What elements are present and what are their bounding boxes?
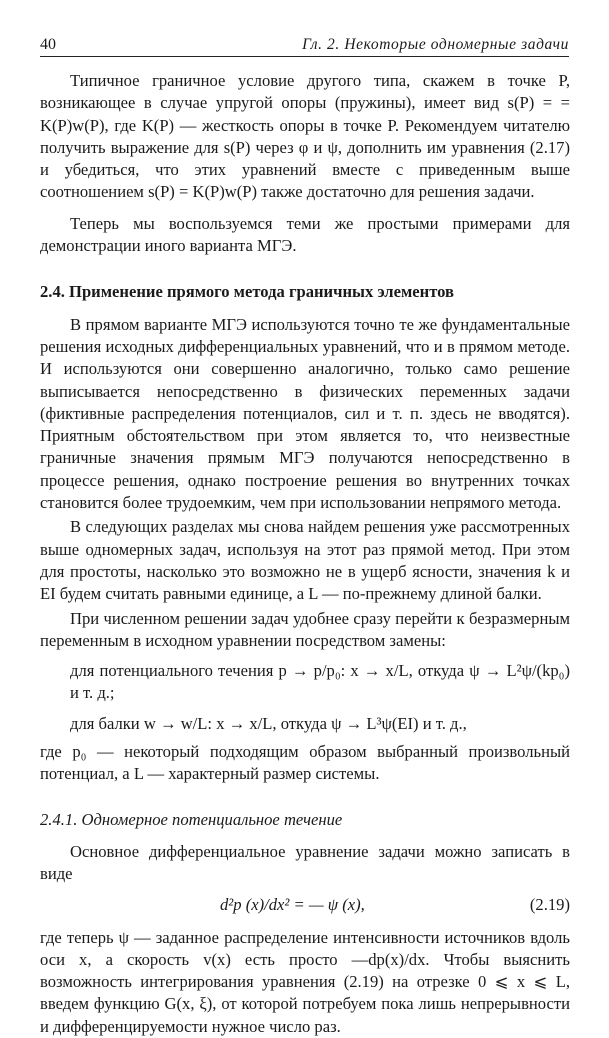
- subsection-heading: 2.4.1. Одномерное потенциальное течение: [40, 809, 343, 829]
- running-title: Гл. 2. Некоторые одномерные задачи: [302, 36, 569, 53]
- substitution-beam: для балки w → w/L: x → x/L, откуда ψ → L³ψ(EI) и т. д.,: [70, 713, 467, 733]
- paragraph-where: где p₀ — некоторый подходящим образом выбранный произвольный потенциал, а L — характерный размер системы.: [40, 742, 570, 784]
- paragraph-next-sections: В следующих разделах мы снова найдем решения уже рассмотренных выше одномерных задач, используя на этот раз прямой метод. При этом для простоты, насколько это возможно не в ущерб ясности, значения k и EI будем считать равными единице, а L — по-прежнему длиной балки.: [40, 517, 570, 604]
- paragraph-transition: Теперь мы воспользуемся теми же простыми примерами для демонстрации иного варианта МГЭ.: [40, 213, 570, 256]
- section-heading: 2.4. Применение прямого метода граничных элементов: [40, 282, 454, 302]
- equation-row: [40, 894, 570, 918]
- equation-number: (2.19): [529, 894, 570, 914]
- running-header: [40, 34, 569, 57]
- equation: d²p (x)/dx² = — ψ (x),: [220, 894, 365, 914]
- paragraph-nondimensional: При численном решении задач удобнее сразу перейти к безразмерным переменным в исходном уравнении посредством замены:: [40, 608, 570, 650]
- substitution-potential-flow: для потенциального течения p → p/p₀: x → x/L, откуда ψ → L²ψ/(kp₀) и т. д.;: [70, 661, 570, 703]
- paragraph-elastic-support: Типичное граничное условие другого типа, скажем в точке P, возникающее в случае упругой опоры (пружины), имеет вид s(P) = = K(P)w(P), где K(P) — жесткость опоры в точке P. Рекомендуем читателю получить выражение для s(P) через φ и ψ, дополнить им уравнения (2.17) и убедиться, что этих уравнений вместе с приведенным выше соотношением s(P) = K(P)w(P) также достаточно для решения задачи.: [40, 71, 570, 202]
- paragraph-green-function: где теперь ψ — заданное распределение интенсивности источников вдоль оси x, а скорость v(x) есть просто —dp(x)/dx. Чтобы выяснить возможность интегрирования уравнения (2.19) на отрезке 0 ⩽ x ⩽ L, введем функцию G(x, ξ), от которой потребуем пока лишь непрерывности и дифференцируемости нужное число раз.: [40, 927, 570, 1036]
- page-body: [40, 70, 570, 1038]
- paragraph-equation-intro: Основное дифференциальное уравнение задачи можно записать в виде: [40, 841, 570, 884]
- page-number: 40: [40, 36, 56, 53]
- paragraph-direct-method: В прямом варианте МГЭ используются точно те же фундаментальные решения исходных дифференциальных уравнений, что и в прямом методе. И используются они совершенно аналогично, только само решение выписывается непосредственно в физических переменных задачи (фиктивные распределения потенциалов, сил и т. п. здесь не вводятся). Приятным обстоятельством при этом является то, что неизвестные граничные значения прямым МГЭ получаются непосредственно в процессе решения, однако построение решения во внутренних точках становится более трудоемким, чем при использовании непрямого метода.: [40, 314, 570, 513]
